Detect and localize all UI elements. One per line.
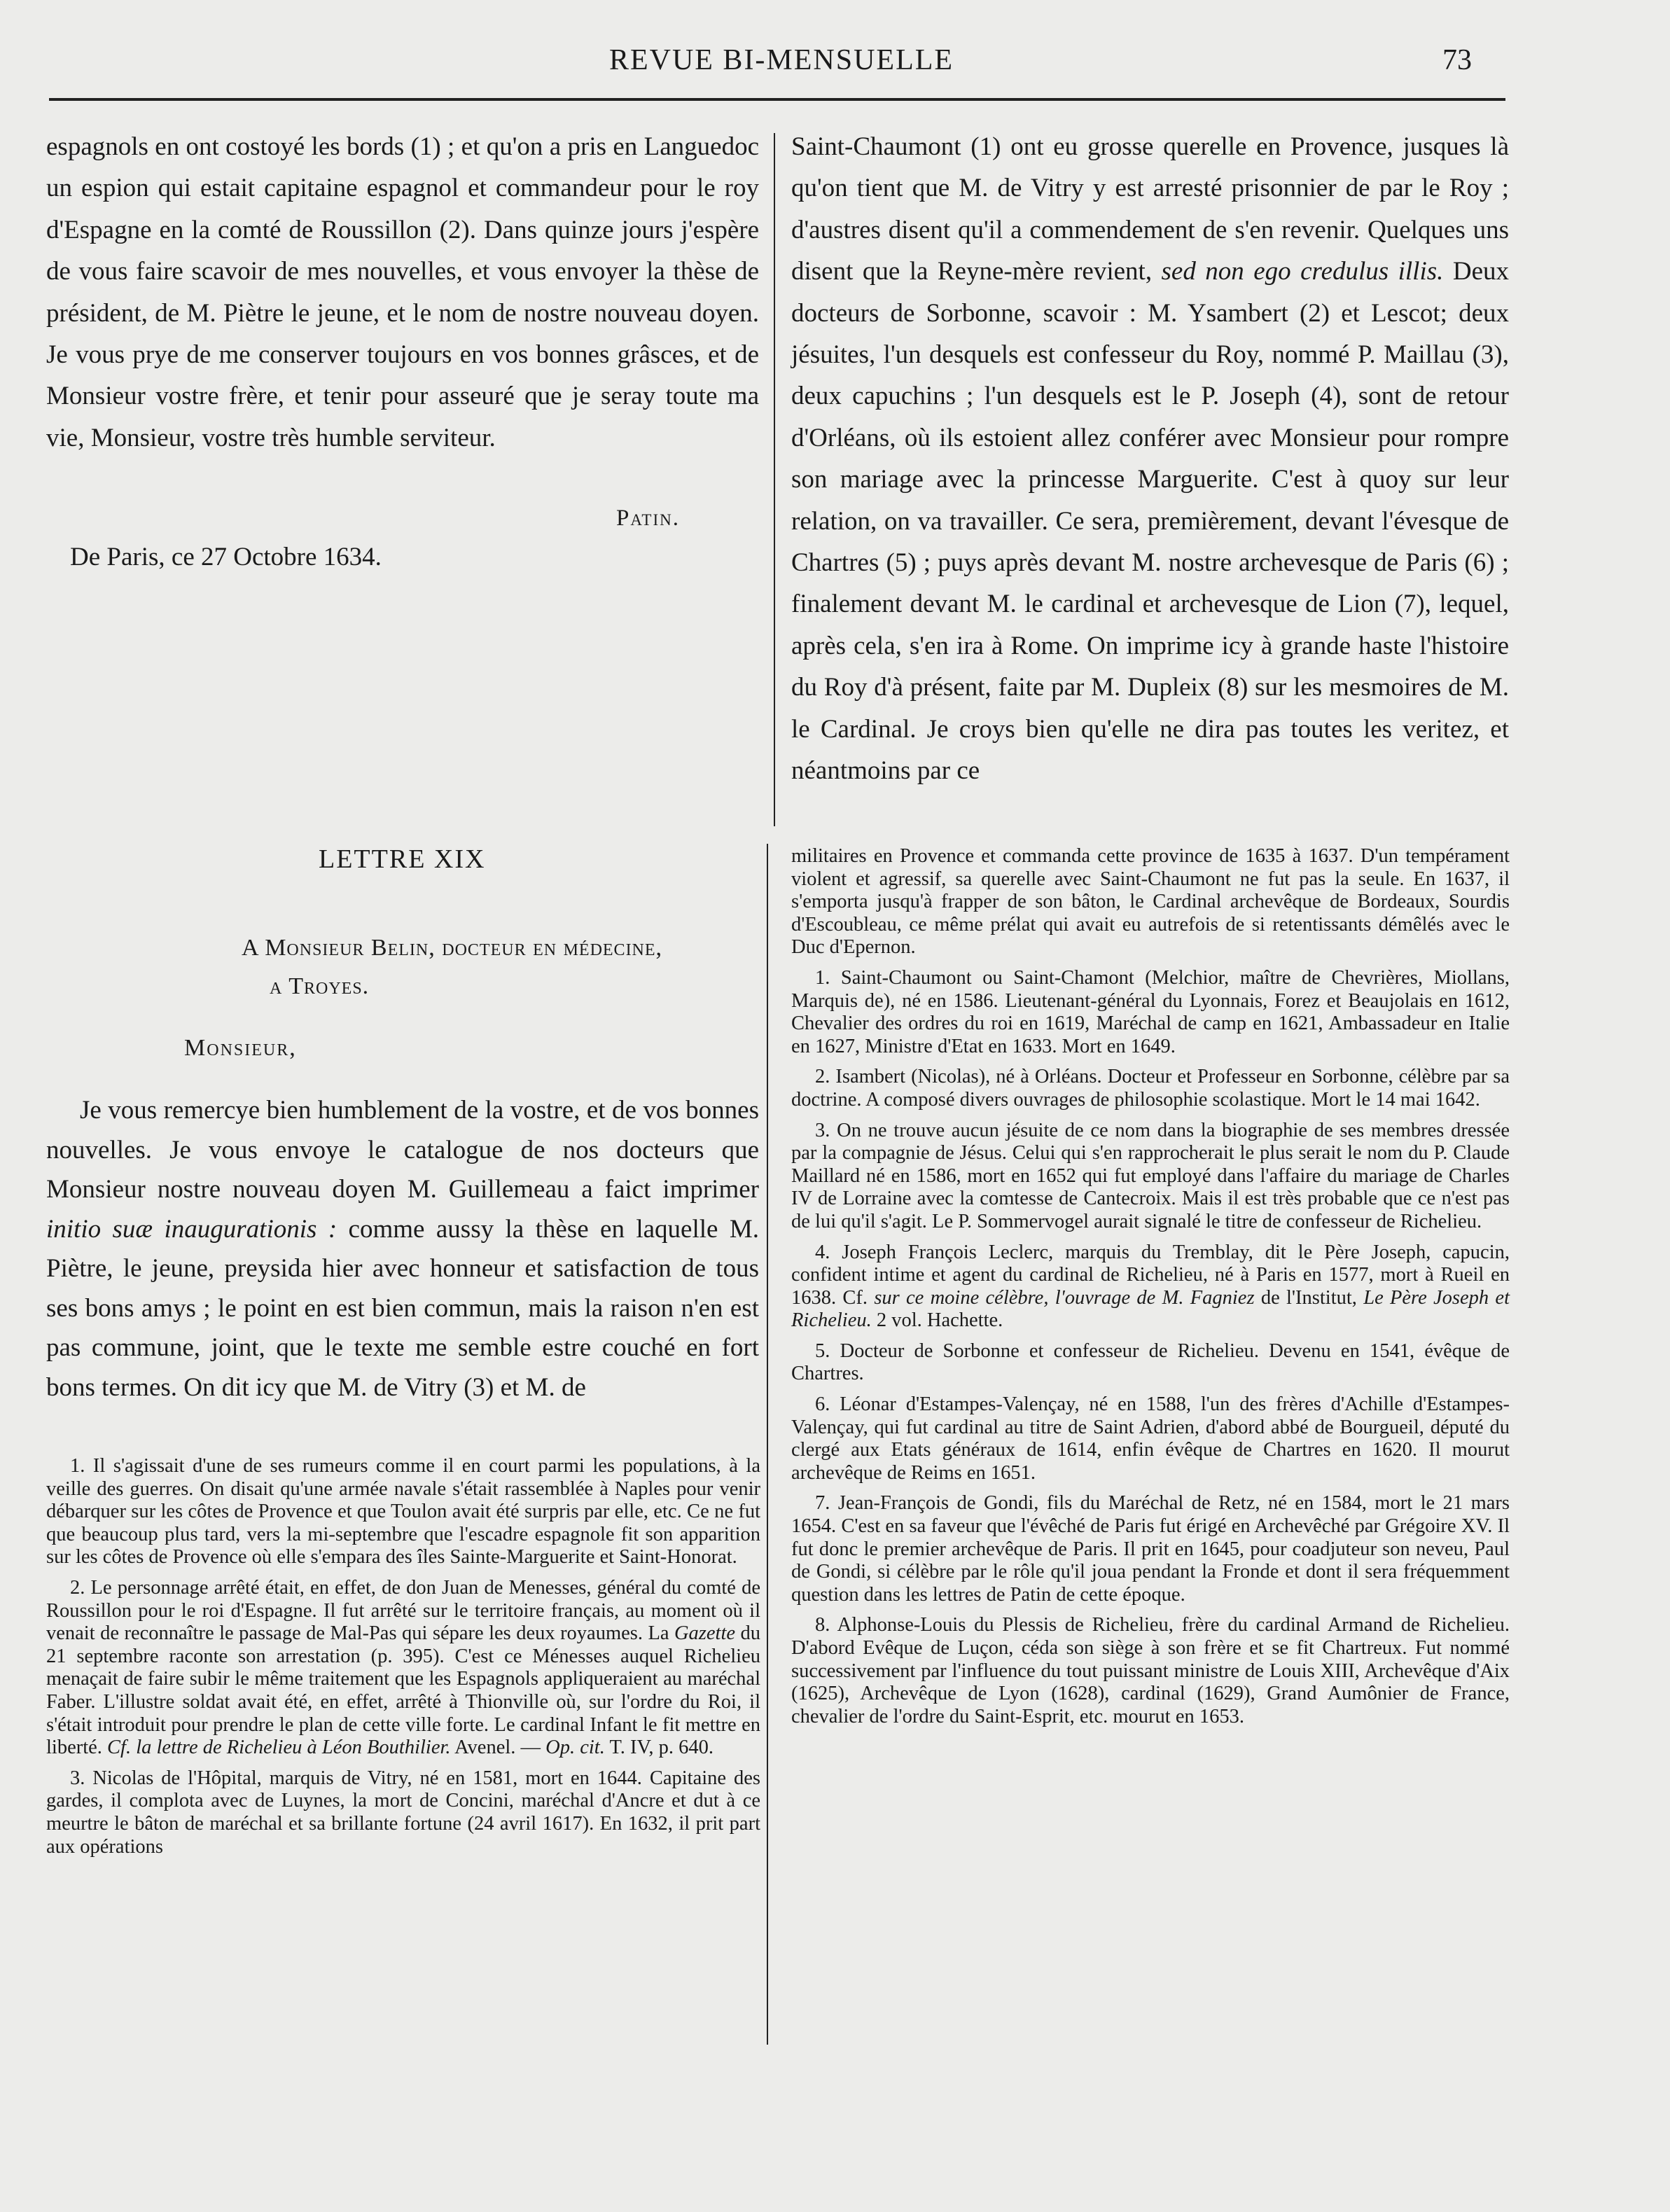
- footnote-right-7: 7. Jean-François de Gondi, fils du Maréchal de Retz, né en 1584, mort le 21 mars 1654. C'est en sa faveur que l'évêché de Paris fut érigé en Archevêché par Grégoire XV. Il fut donc le premier archevêque de Paris. Il prit en 1645, pour coadjuteur son neveu, Paul de Gondi, si célèbre par le rôle qu'il joua pendant la Fronde et dont il sera fréquemment question dans les lettres de Patin de cette époque.: [791, 1492, 1510, 1606]
- footnote-2-text-b: du 21 septembre raconte son arrestation (p. 395). C'est ce Ménesses auquel Richelieu menaçait de faire subir le même traitement que les Espagnols appliqueraient au maréchal Faber. L'illustre soldat avait été, en effet, arrêté à Thionville où, sur l'ordre du Roi, il s'était introduit pour prendre le plan de cette ville forte. Le cardinal Infant le fit mettre en liberté.: [46, 1622, 760, 1759]
- footnote-right-8: 8. Alphonse-Louis du Plessis de Richelieu, frère du cardinal Armand de Richelieu. D'abord Evêque de Luçon, céda son siège à son frère et se fit Chartreux. Fut nommé successivement par l'influence du tout puissant ministre de Louis XIII, Archevêque d'Aix (1625), Archevêque de Lyon (1628), cardinal (1629), Grand Aumônier de France, chevalier de l'ordre du Saint-Esprit, etc. mourut en 1653.: [791, 1614, 1510, 1727]
- letter-body-text-b: comme aussy la thèse en laquelle M. Piètre, le jeune, preysida hier avec honneur et satisfaction de tous ses bons amys ; le point en est bien commun, mais la raison n'en est pas commune, joint, que le texte me semble estre couché en fort bons termes. On dit icy que M. de Vitry (3) et M. de: [46, 1214, 760, 1402]
- footnote-2: [46, 1577, 760, 1760]
- signature: Patin.: [616, 506, 680, 531]
- footnote-2-opcit: Op. cit.: [545, 1737, 605, 1759]
- footnote-right-2: 2. Isambert (Nicolas), né à Orléans. Docteur et Professeur en Sorbonne, célèbre par sa doctrine. A composé divers ouvrages de philosophie scolastique. Mort le 14 mai 1642.: [791, 1066, 1510, 1111]
- footnote-right-3: 3. On ne trouve aucun jésuite de ce nom dans la biographie de ses membres dressée par la compagnie de Jésus. Celui qui s'en rapprocherait le plus serait le nom du P. Claude Maillard né en 1586, mort en 1652 qui fut employé dans l'affaire du mariage de Charles IV de Lorraine avec la comtesse de Cantecroix. Mais il est très probable que ce n'est pas de lui qu'il s'agit. Le P. Sommervogel aurait signalé le titre de confesseur de Richelieu.: [791, 1119, 1510, 1232]
- footnote-right-1: 1. Saint-Chaumont ou Saint-Chamont (Melchior, maître de Chevrières, Miollans, Marquis de), né en 1586. Lieutenant-général du Lyonnais, Forez et Beaujolais en 1612, Chevalier des ordres du roi en 1619, Maréchal de camp en 1621, Ambassadeur en Italie en 1627, Ministre d'Etat en 1633. Mort en 1649.: [791, 966, 1510, 1057]
- footnote-2-cf: Cf. la lettre de Richelieu à Léon Bouthilier.: [107, 1737, 451, 1759]
- latin-quote: sed non ego credulus illis.: [1161, 257, 1444, 286]
- footnote-4-text-a: 4. Joseph François Leclerc, marquis du Tremblay, dit le Père Joseph, capucin, confident intime et agent du cardinal de Richelieu, né à Paris en 1577, mort à Rueil en 1638. Cf.: [791, 1241, 1510, 1309]
- letter-body: [46, 1091, 759, 1407]
- footnote-2-text-a: 2. Le personnage arrêté était, en effet, de don Juan de Menesses, général du comté de Roussillon pour le roi d'Espagne. Il fut arrêté sur le territoire français, au moment où il venait de reconnaître le passage de Mal-Pas qui sépare les deux royaumes. La: [46, 1576, 760, 1645]
- letter-address-line2: a Troyes.: [270, 973, 370, 999]
- footnote-1: 1. Il s'agissait d'une de ses rumeurs comme il en court parmi les populations, à la veille des guerres. On disait qu'une armée navale s'était rassemblée à Naples pour venir débarquer sur les côtes de Provence et que Toulon avait été surpris par elle, etc. Ce ne fut que beaucoup plus tard, vers la mi-septembre que l'escadre espagnole fit son apparition sur les côtes de Provence où elle s'empara des îles Sainte-Marguerite et Saint-Honorat.: [46, 1455, 760, 1568]
- letter-address-line1: [242, 935, 662, 961]
- page-number: 73: [1442, 44, 1472, 76]
- letter-continuation: [791, 126, 1509, 792]
- footnote-right-6: 6. Léonar d'Estampes-Valençay, né en 1588, l'un des frères d'Achille d'Estampes-Valençay, qui fut cardinal au titre de Saint Adrien, d'abord abbé de Bourgueil, député du clergé aux Etats généraux de 1614, enfin évêque de Chartres en 1620. Il mourut archevêque de Reims en 1651.: [791, 1393, 1510, 1484]
- footnote-4-text-b: de l'Institut,: [1254, 1286, 1364, 1309]
- continuation-text-b: Deux docteurs de Sorbonne, scavoir : M. Ysambert (2) et Lescot; deux jésuites, l'un desquels est confesseur du Roy, nommé P. Maillau (3), deux capuchins ; l'un desquels est le P. Joseph (4), sont de retour d'Orléans, où ils estoient allez conférer avec Monsieur pour rompre son mariage avec la princesse Marguerite. C'est à quoy sur leur relation, on va travailler. Ce sera, premièrement, devant l'évesque de Chartres (5) ; puys après devant M. nostre archevesque de Paris (6) ; finalement devant M. le cardinal et archevesque de Lion (7), lequel, après cela, s'en ira à Rome. On imprime icy à grande haste l'histoire du Roy d'à présent, faite par M. Dupleix (8) sur les mesmoires de M. le Cardinal. Je croys bien qu'elle ne dira pas toutes les veritez, et néantmoins par ce: [791, 257, 1509, 786]
- address-prefix: A: [242, 935, 265, 961]
- continuation-text-a: Saint-Chaumont (1) ont eu grosse querelle en Provence, jusques là qu'on tient que M. de Vitry y est arresté prisonnier de par le Roy ; d'austres disent qu'il a commendement de s'en revenir. Quelques uns disent que la Reyne-mère revient,: [791, 132, 1509, 286]
- column-divider-bottom: [767, 844, 768, 2045]
- letter-body-text-a: Je vous remercye bien humblement de la vostre, et de vos bonnes nouvelles. Je vous envoye le catalogue de nos docteurs que Monsieur nostre nouveau doyen M. Guillemeau a faict imprimer: [46, 1096, 759, 1204]
- letter-body-paragraph: [46, 1091, 759, 1407]
- footnote-3: 3. Nicolas de l'Hôpital, marquis de Vitry, né en 1581, mort en 1644. Capitaine des gardes, il complota avec de Luynes, la mort de Concini, maréchal d'Ancre et dut à ce meurtre le bâton de maréchal et sa brillante fortune (24 avril 1617). En 1632, il prit part aux opérations: [46, 1767, 760, 1858]
- salutation: Monsieur,: [184, 1035, 297, 1061]
- footnote-2-gazette: Gazette: [674, 1622, 736, 1645]
- footnote-right-5: 5. Docteur de Sorbonne et confesseur de Richelieu. Devenu en 1541, évêque de Chartres.: [791, 1340, 1510, 1385]
- footnote-4-text-c: 2 vol. Hachette.: [871, 1309, 1003, 1332]
- footnote-4-italic-2: Le Père Joseph et Richelieu.: [791, 1286, 1510, 1332]
- running-title: REVUE BI-MENSUELLE: [608, 44, 954, 76]
- footnote-2-text-d: T. IV, p. 640.: [604, 1737, 714, 1759]
- footnotes-left: [46, 1455, 760, 1866]
- letter-body-italic: initio suæ inaugurationis :: [46, 1214, 338, 1244]
- footnotes-right: [791, 845, 1510, 1736]
- letter-continuation-paragraph: [791, 126, 1509, 792]
- letter-title: LETTRE XIX: [319, 844, 486, 874]
- dateline: De Paris, ce 27 Octobre 1634.: [70, 543, 382, 571]
- column-divider-top: [774, 133, 775, 826]
- footnote-2-text-c: Avenel. —: [450, 1737, 546, 1759]
- previous-letter-ending: [46, 126, 759, 459]
- footnote-right-4: [791, 1241, 1510, 1333]
- footnote-3-continuation: militaires en Provence et commanda cette province de 1635 à 1637. D'un tempérament violent et agressif, sa querelle avec Saint-Chaumont ne fut pas la seule. En 1637, il s'emporta jusqu'à frapper de son bâton, le Cardinal archevêque de Bordeaux, Sourdis d'Escoubleau, ce même prélat qui avait eu autrefois de si retentissants démêlés avec le Duc d'Epernon.: [791, 845, 1510, 959]
- address-recipient: Monsieur Belin, docteur en médecine,: [265, 935, 663, 961]
- previous-letter-paragraph: espagnols en ont costoyé les bords (1) ; et qu'on a pris en Languedoc un espion qui estait capitaine espagnol et commandeur pour le roy d'Espagne en la comté de Roussillon (2). Dans quinze jours j'espère de vous faire scavoir de mes nouvelles, et vous envoyer la thèse de président, de M. Piètre le jeune, et le nom de nostre nouveau doyen. Je vous prye de me conserver toujours en vos bonnes grâsces, et de Monsieur vostre frère, et tenir pour asseuré que je seray toute ma vie, Monsieur, vostre très humble serviteur.: [46, 132, 759, 452]
- footnote-4-italic-1: sur ce moine célèbre, l'ouvrage de M. Fagniez: [874, 1286, 1255, 1309]
- header-rule: [49, 98, 1505, 101]
